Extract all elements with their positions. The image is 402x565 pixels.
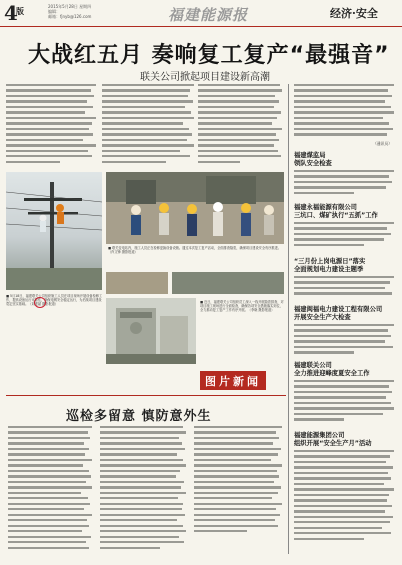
photo-caption-right: ■ 近日，福建联关公司组织员工深入一线开展隐患排查，对项目施工现场进行全面检查，确保各项安全措施落实到位，全力推动复工复产工作有序开展。（李晓 摄影报道） — [200, 300, 284, 313]
editor-line: 编辑： — [48, 9, 60, 14]
brief-headline-2: 福建永福能源有限公司 三坑口、煤矿执行“五抓”工作 — [294, 204, 378, 219]
bottom-article-column-1 — [8, 426, 92, 556]
section-divider — [6, 395, 286, 396]
bottom-headline: 巡检多留意 慎防意外生 — [66, 409, 212, 424]
lead-article-column-2 — [102, 84, 194, 168]
photo-workers-inspection — [106, 172, 284, 244]
brief-text-1 — [294, 170, 394, 198]
photo-site — [172, 272, 284, 294]
page-number: 4 — [4, 1, 18, 25]
lead-article-column-3 — [198, 84, 282, 168]
photo-transformer — [106, 298, 196, 364]
lead-article-column-1 — [6, 84, 96, 168]
photo-caption-left: ■ 5月18日，福建联关公司组织施工人员在项目现场开展设备检修工作，提高设备运行可靠性，确保电网安全稳定运行，为后续项目建设奠定坚实基础。（刘建斌 摄影报道） — [6, 294, 103, 307]
column-divider — [288, 84, 289, 554]
photo-caption-top: ■ 联关变电站内，施工人员正在检修更换设备设施。通过本次复工复产活动，全面排查隐患，确保项目建设安全有序推进。（肖文锋 摄影报道） — [108, 246, 281, 255]
page-header — [0, 0, 402, 27]
bottom-article-column-3 — [194, 426, 282, 556]
photo-news-banner: 图片新闻 — [200, 371, 266, 390]
bottom-article-column-2 — [100, 426, 186, 556]
date-line: 2015年5月28日 星期四 — [48, 4, 92, 9]
right-intro-text — [294, 84, 394, 140]
photo-power-line-repair — [6, 172, 102, 290]
page-label: 版 — [16, 7, 24, 16]
brief-text-5 — [294, 380, 394, 426]
brief-text-3 — [294, 276, 394, 302]
brief-headline-5: 福建联关公司 全力推进迎峰度夏安全工作 — [294, 362, 370, 377]
section-name: 经济·安全 — [330, 7, 378, 20]
lead-headline: 大战红五月 奏响复工复产“最强音” — [28, 43, 390, 68]
brief-text-2 — [294, 222, 394, 250]
brief-headline-1: 福建煤监局 领队安全检查 — [294, 152, 332, 167]
brief-headline-6: 福建能源集团公司 组织开展“安全生产月”活动 — [294, 432, 372, 447]
brief-text-6 — [294, 450, 394, 550]
right-intro-source: （通讯员） — [373, 141, 392, 146]
email-line: 邮箱：fjnyb@126.com — [48, 14, 92, 19]
masthead: 福建能源报 — [168, 6, 249, 24]
photo-small-worker — [106, 272, 168, 294]
brief-headline-4: 福建闽福电力建设工程有限公司 开展安全生产大检查 — [294, 306, 383, 321]
brief-text-4 — [294, 324, 394, 358]
brief-headline-3: “三月份上岗电源日”落实 全面规划电力建设主题季 — [294, 258, 366, 273]
lead-subhead: 联关公司掀起项目建设新高潮 — [140, 72, 270, 83]
photo-marker-icon — [34, 297, 46, 308]
